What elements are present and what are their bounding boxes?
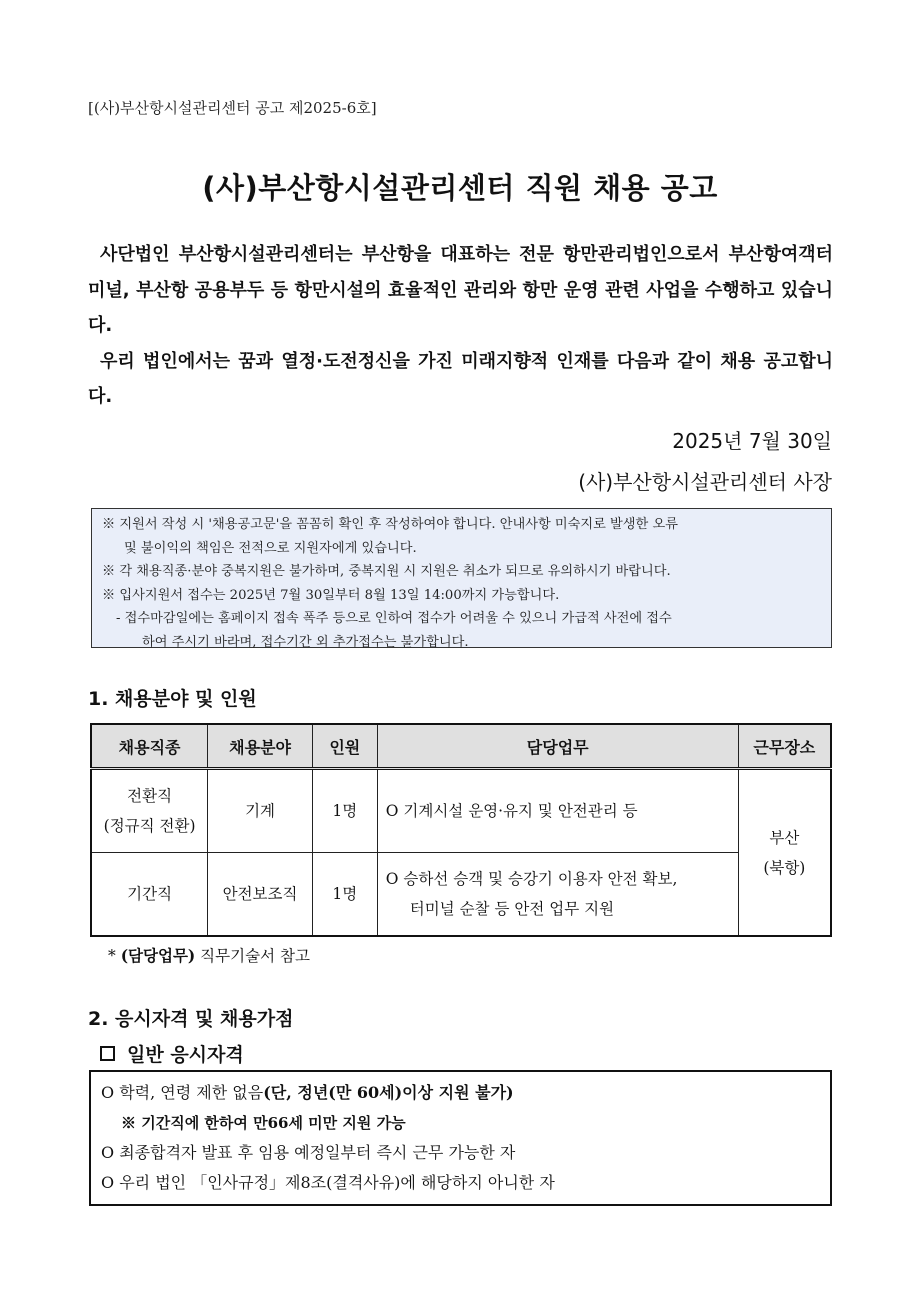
intro-paragraph-2: 우리 법인에서는 꿈과 열정·도전정신을 가진 미래지향적 인재를 다음과 같이 채용 공고합니다. (88, 350, 833, 407)
eligibility-item (101, 1078, 820, 1108)
announcement-date: 2025년 7월 30일 (672, 429, 832, 453)
section-1-heading: 1. 채용분야 및 인원 (88, 688, 257, 710)
job-field: 기계 (208, 769, 313, 853)
job-type-detail: (정규직 전환) (103, 817, 196, 835)
notice-line: 및 불이익의 책임은 전적으로 지원자에게 있습니다. (124, 540, 417, 556)
duty-text-continued: 터미널 순찰 등 안전 업무 지원 (409, 900, 615, 918)
job-type: 기간직 (127, 885, 173, 903)
eligibility-emphasis: (단, 정년(만 60세)이상 지원 불가) (263, 1083, 514, 1102)
intro-paragraph-1: 사단법인 부산항시설관리센터는 부산항을 대표하는 전문 항만관리법인으로서 부산항여객터미널, 부산항 공용부두 등 항만시설의 효율적인 관리와 항만 운영 관련 사업을 수행하고 있습니다. (88, 244, 833, 336)
notice-line: ※ 입사지원서 접수는 2025년 7월 30일부터 8월 13일 14:00까지 가능합니다. (102, 587, 560, 603)
intro-text (88, 237, 833, 415)
job-field: 안전보조직 (208, 853, 313, 937)
duty-text: O 기계시설 운영·유지 및 안전관리 등 (385, 802, 638, 820)
column-header: 인원 (312, 724, 377, 769)
table-header-row (91, 724, 831, 769)
duty-text: O 승하선 승객 및 승강기 이용자 안전 확보, (385, 870, 678, 888)
work-location-cell (738, 769, 831, 937)
job-type: 전환직 (127, 787, 173, 805)
eligibility-item: O 우리 법인 「인사규정」제8조(결격사유)에 해당하지 아니한 자 (101, 1173, 555, 1192)
eligibility-text: O 학력, 연령 제한 없음 (101, 1083, 264, 1102)
positions-table (90, 723, 832, 937)
eligibility-box (89, 1070, 832, 1206)
page-title: (사)부산항시설관리센터 직원 채용 공고 (202, 171, 718, 205)
duty-cell (377, 769, 738, 853)
duty-cell (377, 853, 738, 937)
footnote-bold: (담당업무) (120, 946, 196, 965)
subsection-title: 일반 응시자격 (127, 1044, 244, 1066)
subsection-heading (100, 1040, 244, 1067)
square-bullet-icon (100, 1046, 115, 1061)
section-2-heading: 2. 응시자격 및 채용가점 (88, 1008, 294, 1030)
job-type-cell (91, 853, 208, 937)
job-type-cell (91, 769, 208, 853)
eligibility-note: ※ 기간직에 한하여 만66세 미만 지원 가능 (121, 1114, 406, 1132)
column-header: 담당업무 (377, 724, 738, 769)
footnote-text: 직무기술서 참고 (195, 947, 310, 965)
work-location: 부산 (769, 828, 800, 847)
notice-line: ※ 지원서 작성 시 '채용공고문'을 꼼꼼히 확인 후 작성하여야 합니다. 안내사항 미숙지로 발생한 오류 (102, 517, 678, 532)
table-row (91, 853, 831, 937)
column-header: 채용분야 (208, 724, 313, 769)
notice-line: ※ 각 채용직종·분야 중복지원은 불가하며, 중복지원 시 지원은 취소가 되므로 유의하시기 바랍니다. (102, 564, 671, 579)
table-row (91, 769, 831, 853)
eligibility-item: O 최종합격자 발표 후 임용 예정일부터 즉시 근무 가능한 자 (101, 1143, 516, 1162)
work-location-detail: (북항) (763, 858, 806, 877)
notice-box (91, 508, 832, 648)
footnote-marker: * (108, 947, 121, 965)
notice-line: - 접수마감일에는 홈페이지 접속 폭주 등으로 인하여 접수가 어려울 수 있으니 가급적 사전에 접수 (116, 611, 672, 626)
issuer-name: (사)부산항시설관리센터 사장 (578, 470, 832, 494)
announcement-number: [(사)부산항시설관리센터 공고 제2025-6호] (88, 99, 377, 117)
headcount: 1명 (312, 853, 377, 937)
column-header: 근무장소 (738, 724, 831, 769)
headcount: 1명 (312, 769, 377, 853)
notice-line: 하여 주시기 바라며, 접수기간 외 추가접수는 불가합니다. (142, 634, 469, 650)
table-footnote (108, 944, 310, 966)
column-header: 채용직종 (91, 724, 208, 769)
